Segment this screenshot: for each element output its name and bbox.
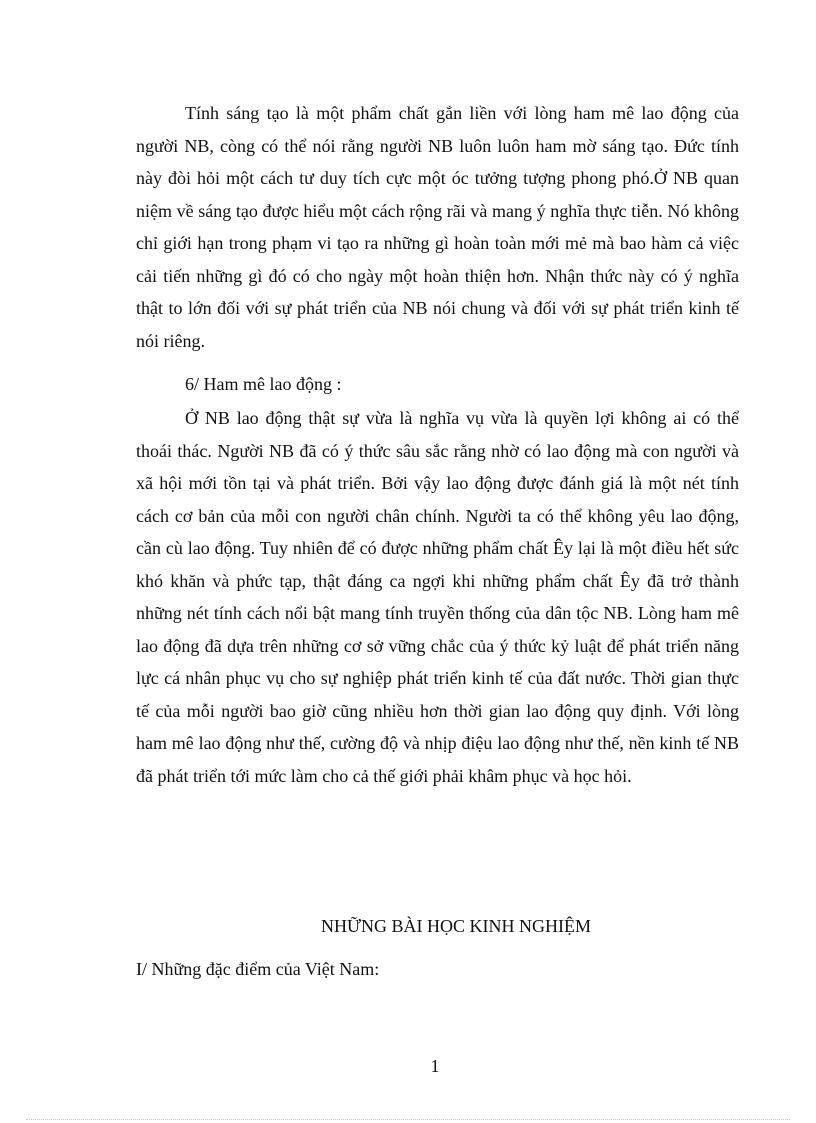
body-paragraph: Tính sáng tạo là một phẩm chất gắn liền với lòng ham mê lao động của người NB, còng có thể nói rằng người NB luôn luôn ham mờ sáng tạo. Đức tính này đòi hỏi một cách tư duy tích cực một óc tưởng tượng phong phó.Ở NB quan niệm về sáng tạo được hiểu một cách rộng rãi và mang ý nghĩa thực tiễn. Nó không chỉ giới hạn trong phạm vi tạo ra những gì hoàn toàn mới mẻ mà bao hàm cả việc cải tiến những gì đó có cho ngày một hoàn thiện hơn. Nhận thức này có ý nghĩa thật to lớn đối với sự phát triển của NB nói chung và đối với sự phát triển kinh tế nói riêng. xyxy=(136,103,739,351)
page-bottom-divider xyxy=(26,1119,790,1120)
body-paragraph: Ở NB lao động thật sự vừa là nghĩa vụ vừa là quyền lợi không ai có thể thoái thác. Người NB đã có ý thức sâu sắc rằng nhờ có lao động mà con người và xã hội mới tồn tại và phát triển. Bởi vậy lao động được đánh giá là một nét tính cách cơ bản của mỗi con người chân chính. Người ta có thể không yêu lao động, cần cù lao động. Tuy nhiên để có được những phẩm chất Êy lại là một điều hết sức khó khăn và phức tạp, thật đáng ca ngợi khi những phẩm chất Êy đã trở thành những nét tính cách nổi bật mang tính truyền thống của dân tộc NB. Lòng ham mê lao động đã dựa trên những cơ sở vững chắc của ý thức kỷ luật để phát triển năng lực cá nhân phục vụ cho sự nghiệp phát triển kinh tế của đất nước. Thời gian thực tế của mỗi người bao giờ cũng nhiều hơn thời gian lao động quy định. Với lòng ham mê lao động như thế, cường độ và nhịp điệu lao động như thế, nền kinh tế NB đã phát triển tới mức làm cho cả thế giới phải khâm phục và học hỏi. xyxy=(136,408,739,786)
subsection-heading: I/ Những đặc điểm của Việt Nam: xyxy=(136,959,380,979)
chapter-heading: NHỮNG BÀI HỌC KINH NGHIỆM xyxy=(321,916,591,936)
section-heading: 6/ Ham mê lao động : xyxy=(185,374,342,394)
page-number: 1 xyxy=(430,1056,440,1076)
